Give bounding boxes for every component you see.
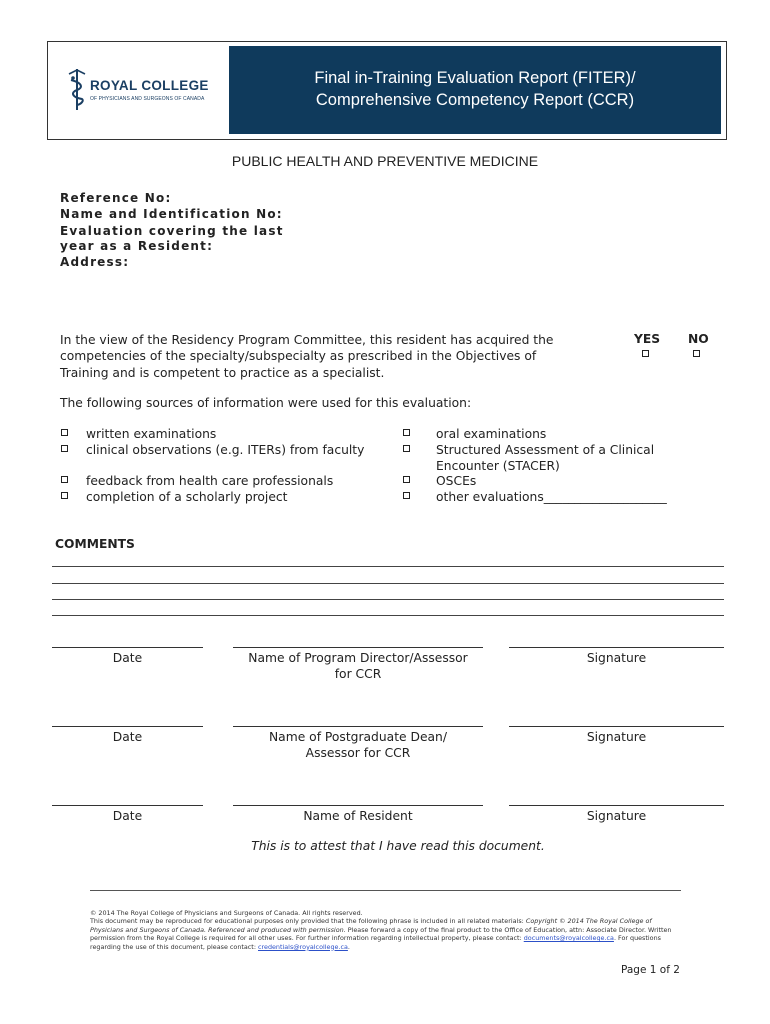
comment-line[interactable] [52, 615, 724, 616]
comment-line[interactable] [52, 583, 724, 584]
report-title-line1: Final in-Training Evaluation Report (FITER)/ [314, 69, 636, 87]
signature-line[interactable] [509, 805, 724, 806]
stacer-label-line2: Encounter (STACER) [436, 459, 560, 473]
usage-text-2: Please forward a copy of the final product to the Office of Education, attn: Associate Director. Written permission from the Royal College is required for all other uses. For further information regarding intellectual property, please contact: [90, 925, 672, 943]
written-exams-checkbox[interactable] [61, 429, 68, 436]
caduceus-icon [66, 66, 88, 112]
name-id-label: Name and Identification No: [60, 207, 283, 221]
report-title-line2: Comprehensive Competency Report (CCR) [315, 91, 635, 109]
program-director-label-line1: Name of Program Director/Assessor [248, 651, 468, 665]
logo-subtitle: OF PHYSICIANS AND SURGEONS OF CANADA [90, 96, 205, 102]
competency-line3: Training and is competent to practice as a specialist. [60, 365, 385, 380]
osces-label: OSCEs [436, 474, 477, 488]
attestation-text: This is to attest that I have read this document. [251, 839, 545, 853]
yes-header: YES [634, 332, 661, 346]
osces-checkbox[interactable] [403, 476, 410, 483]
name-signature-line[interactable] [233, 726, 483, 727]
date-signature-line[interactable] [52, 726, 203, 727]
name-signature-line[interactable] [233, 805, 483, 806]
signature-line[interactable] [509, 647, 724, 648]
competency-line1: In the view of the Residency Program Committee, this resident has acquired the [60, 333, 554, 347]
evaluation-label-line2: year as a Resident: [60, 239, 214, 253]
page-number: Page 1 of 2 [621, 964, 680, 976]
copyright-line: © 2014 The Royal College of Physicians and Surgeons of Canada. All rights reserved. [90, 909, 363, 917]
report-title [229, 67, 721, 111]
other-evaluations-label: other evaluations____________________ [436, 490, 667, 504]
oral-exams-checkbox[interactable] [403, 429, 410, 436]
no-checkbox[interactable] [693, 350, 700, 357]
clinical-observations-checkbox[interactable] [61, 445, 68, 452]
comment-line[interactable] [52, 566, 724, 567]
program-director-label-line2: for CCR [334, 667, 382, 681]
reference-label: Reference No: [60, 191, 172, 205]
postgraduate-dean-label [233, 729, 483, 761]
postgraduate-dean-label-line2: Assessor for CCR [305, 746, 411, 760]
competency-statement [60, 332, 620, 381]
scholarly-project-checkbox[interactable] [61, 492, 68, 499]
credentials-email-link[interactable]: credentials@royalcollege.ca [258, 942, 348, 951]
date-label: Date [112, 651, 143, 665]
date-signature-line[interactable] [52, 647, 203, 648]
address-label: Address: [60, 255, 130, 269]
date-label: Date [112, 730, 143, 744]
logo-wordmark: ROYAL COLLEGE [90, 78, 209, 93]
feedback-label: feedback from health care professionals [86, 474, 334, 488]
signature-line[interactable] [509, 726, 724, 727]
no-header: NO [688, 332, 709, 346]
usage-notice [90, 917, 680, 951]
comments-heading: COMMENTS [55, 537, 135, 551]
stacer-checkbox[interactable] [403, 445, 410, 452]
program-director-label [233, 650, 483, 682]
copyright-footer [90, 909, 680, 951]
usage-text-3: . For questions regarding the use of this document, please contact: [90, 934, 661, 951]
scholarly-project-label: completion of a scholarly project [86, 490, 288, 504]
name-signature-line[interactable] [233, 647, 483, 648]
footer-divider [90, 890, 681, 891]
comment-line[interactable] [52, 599, 724, 600]
specialty-title: PUBLIC HEALTH AND PREVENTIVE MEDICINE [231, 153, 539, 169]
evaluation-label-line1: Evaluation covering the last [60, 224, 284, 238]
signature-label: Signature [586, 651, 647, 665]
feedback-checkbox[interactable] [61, 476, 68, 483]
signature-label: Signature [586, 730, 647, 744]
oral-exams-label: oral examinations [436, 427, 547, 441]
yes-checkbox[interactable] [642, 350, 649, 357]
sources-intro: The following sources of information were used for this evaluation: [60, 396, 472, 410]
usage-text-4: . [347, 942, 350, 951]
date-signature-line[interactable] [52, 805, 203, 806]
college-logo [66, 66, 88, 112]
resident-name-label: Name of Resident [303, 809, 413, 823]
signature-label: Signature [586, 809, 647, 823]
stacer-label-line1: Structured Assessment of a Clinical [436, 443, 655, 457]
documents-email-link[interactable]: documents@royalcollege.ca [523, 934, 614, 943]
usage-text-1: This document may be reproduced for educational purposes only provided that the following phrase is included in all related materials: [90, 917, 526, 926]
postgraduate-dean-label-line1: Name of Postgraduate Dean/ [268, 730, 447, 744]
other-evaluations-checkbox[interactable] [403, 492, 410, 499]
competency-line2: competencies of the specialty/subspecialty as prescribed in the Objectives of [60, 349, 537, 364]
clinical-observations-label: clinical observations (e.g. ITERs) from faculty [86, 443, 365, 457]
written-exams-label: written examinations [86, 427, 217, 441]
usage-copyright-phrase: Copyright © 2014 The Royal College of Physicians and Surgeons of Canada. Referenced and produced with permission. [90, 917, 652, 934]
date-label: Date [112, 809, 143, 823]
